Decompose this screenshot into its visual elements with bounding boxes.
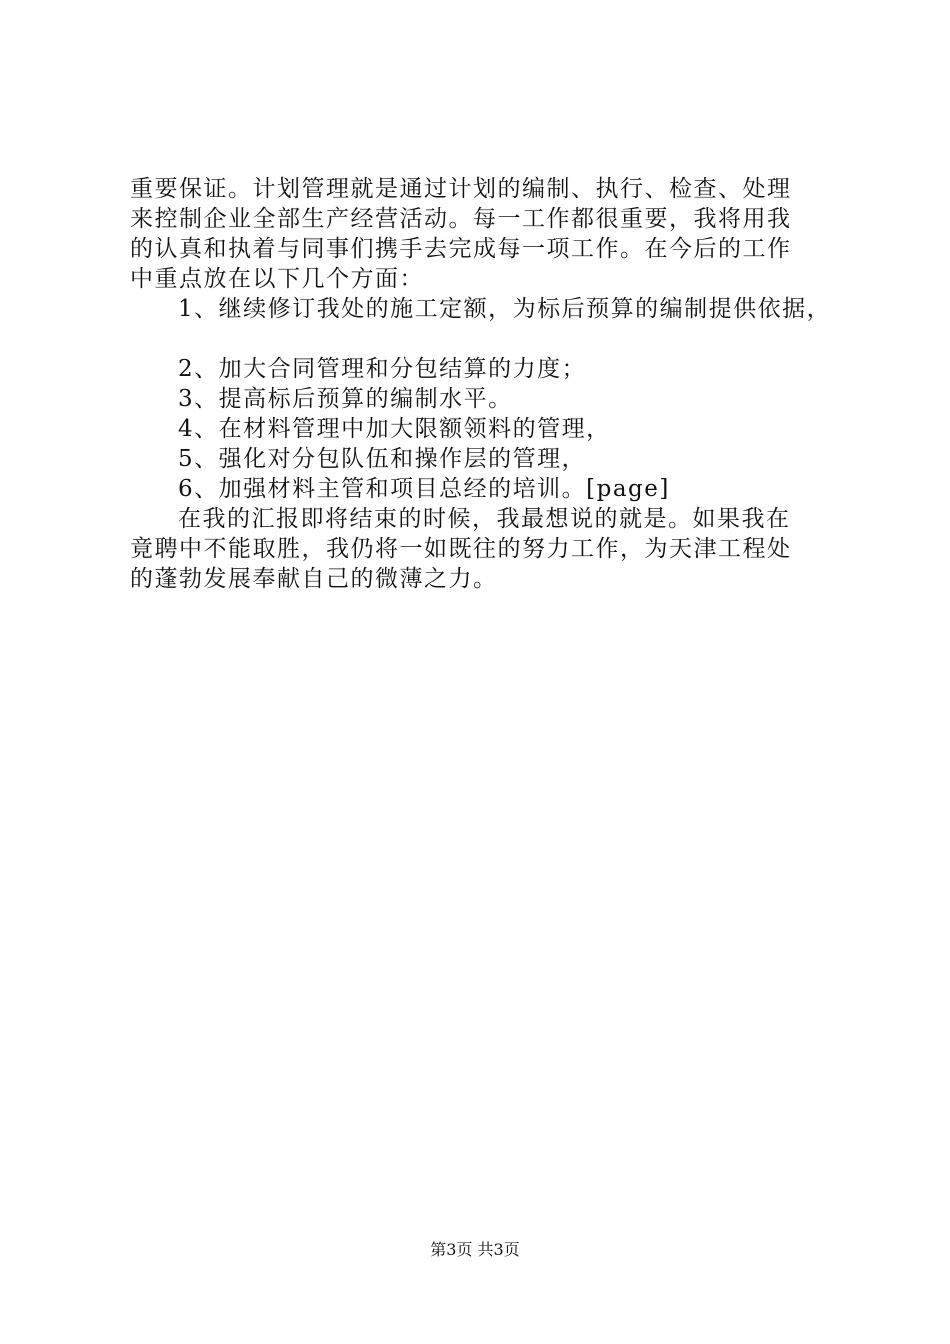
list-item: 2、加大合同管理和分包结算的力度；: [178, 356, 587, 382]
text-line: 的蓬勃发展奉献自己的微薄之力。: [130, 566, 498, 592]
text-line: 重要保证。计划管理就是通过计划的编制、执行、检查、处理: [130, 176, 792, 202]
text-line: 来控制企业全部生产经营活动。每一工作都很重要，我将用我: [130, 206, 792, 232]
document-body: [130, 174, 850, 594]
text-line: 中重点放在以下几个方面：: [130, 266, 424, 292]
list-item: 5、强化对分包队伍和操作层的管理，: [178, 446, 587, 472]
list-item: 3、提高标后预算的编制水平。: [178, 386, 513, 412]
text-line: 竟聘中不能取胜，我仍将一如既往的努力工作，为天津工程处: [130, 536, 792, 562]
text-line: 在我的汇报即将结束的时候，我最想说的就是。如果我在: [178, 506, 791, 532]
list-item: 6、加强材料主管和项目总经的培训。[page]: [178, 476, 670, 502]
text-line: 的认真和执着与同事们携手去完成每一项工作。在今后的工作: [130, 236, 792, 262]
list-item: 4、在材料管理中加大限额领料的管理，: [178, 416, 611, 442]
list-item: 1、继续修订我处的施工定额，为标后预算的编制提供依据，: [178, 296, 832, 322]
blank-line: [130, 324, 850, 354]
page-footer: 第3页 共3页: [430, 1240, 520, 1259]
